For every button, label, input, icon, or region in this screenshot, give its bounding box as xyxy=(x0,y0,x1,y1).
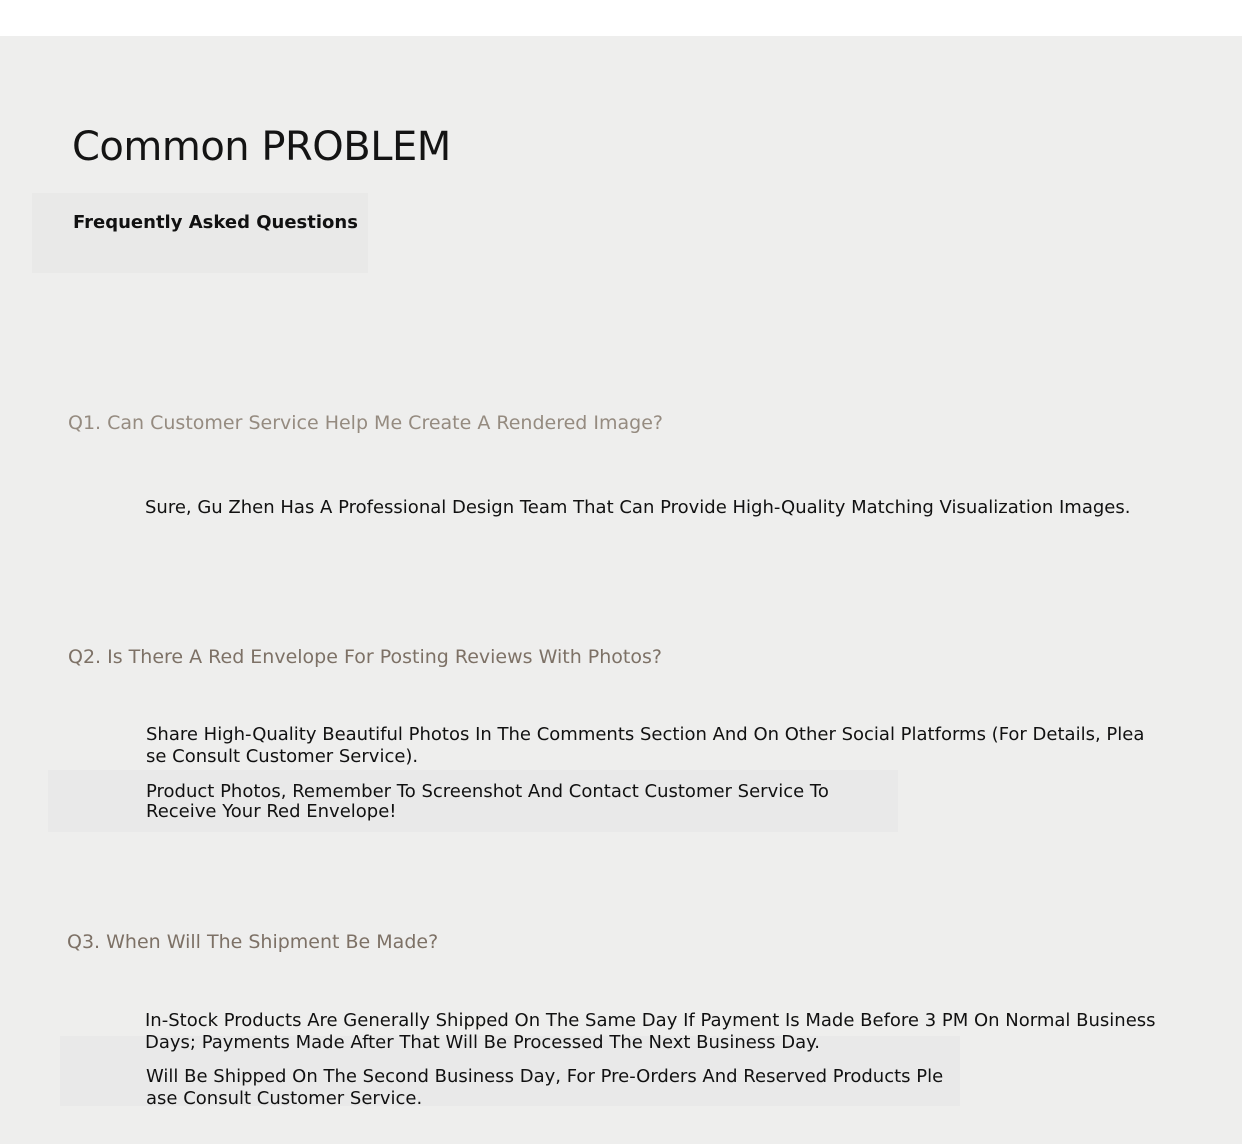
faq-answer-1: Sure, Gu Zhen Has A Professional Design Team That Can Provide High-Quality Matching Visualization Images. xyxy=(145,497,1131,518)
page-title: Common PROBLEM xyxy=(72,124,451,170)
faq-question-3: Q3. When Will The Shipment Be Made? xyxy=(67,931,439,953)
top-strip xyxy=(0,0,1242,36)
faq-answer-3b: Will Be Shipped On The Second Business Day, For Pre-Orders And Reserved Products Please Consult Customer Service. xyxy=(146,1066,944,1109)
faq-answer-2b: Product Photos, Remember To Screenshot And Contact Customer Service To Receive Your Red Envelope! xyxy=(146,781,829,822)
page-subtitle: Frequently Asked Questions xyxy=(73,212,358,233)
faq-answer-2a: Share High-Quality Beautiful Photos In The Comments Section And On Other Social Platforms (For Details, Please Consult Customer Service). xyxy=(146,724,1145,767)
faq-question-1: Q1. Can Customer Service Help Me Create A Rendered Image? xyxy=(68,412,663,434)
faq-question-2: Q2. Is There A Red Envelope For Posting Reviews With Photos? xyxy=(68,646,662,668)
faq-answer-3a: In-Stock Products Are Generally Shipped On The Same Day If Payment Is Made Before 3 PM On Normal Business Days; Payments Made After That Will Be Processed The Next Business Day. xyxy=(145,1010,1156,1053)
subtitle-band xyxy=(32,193,368,273)
